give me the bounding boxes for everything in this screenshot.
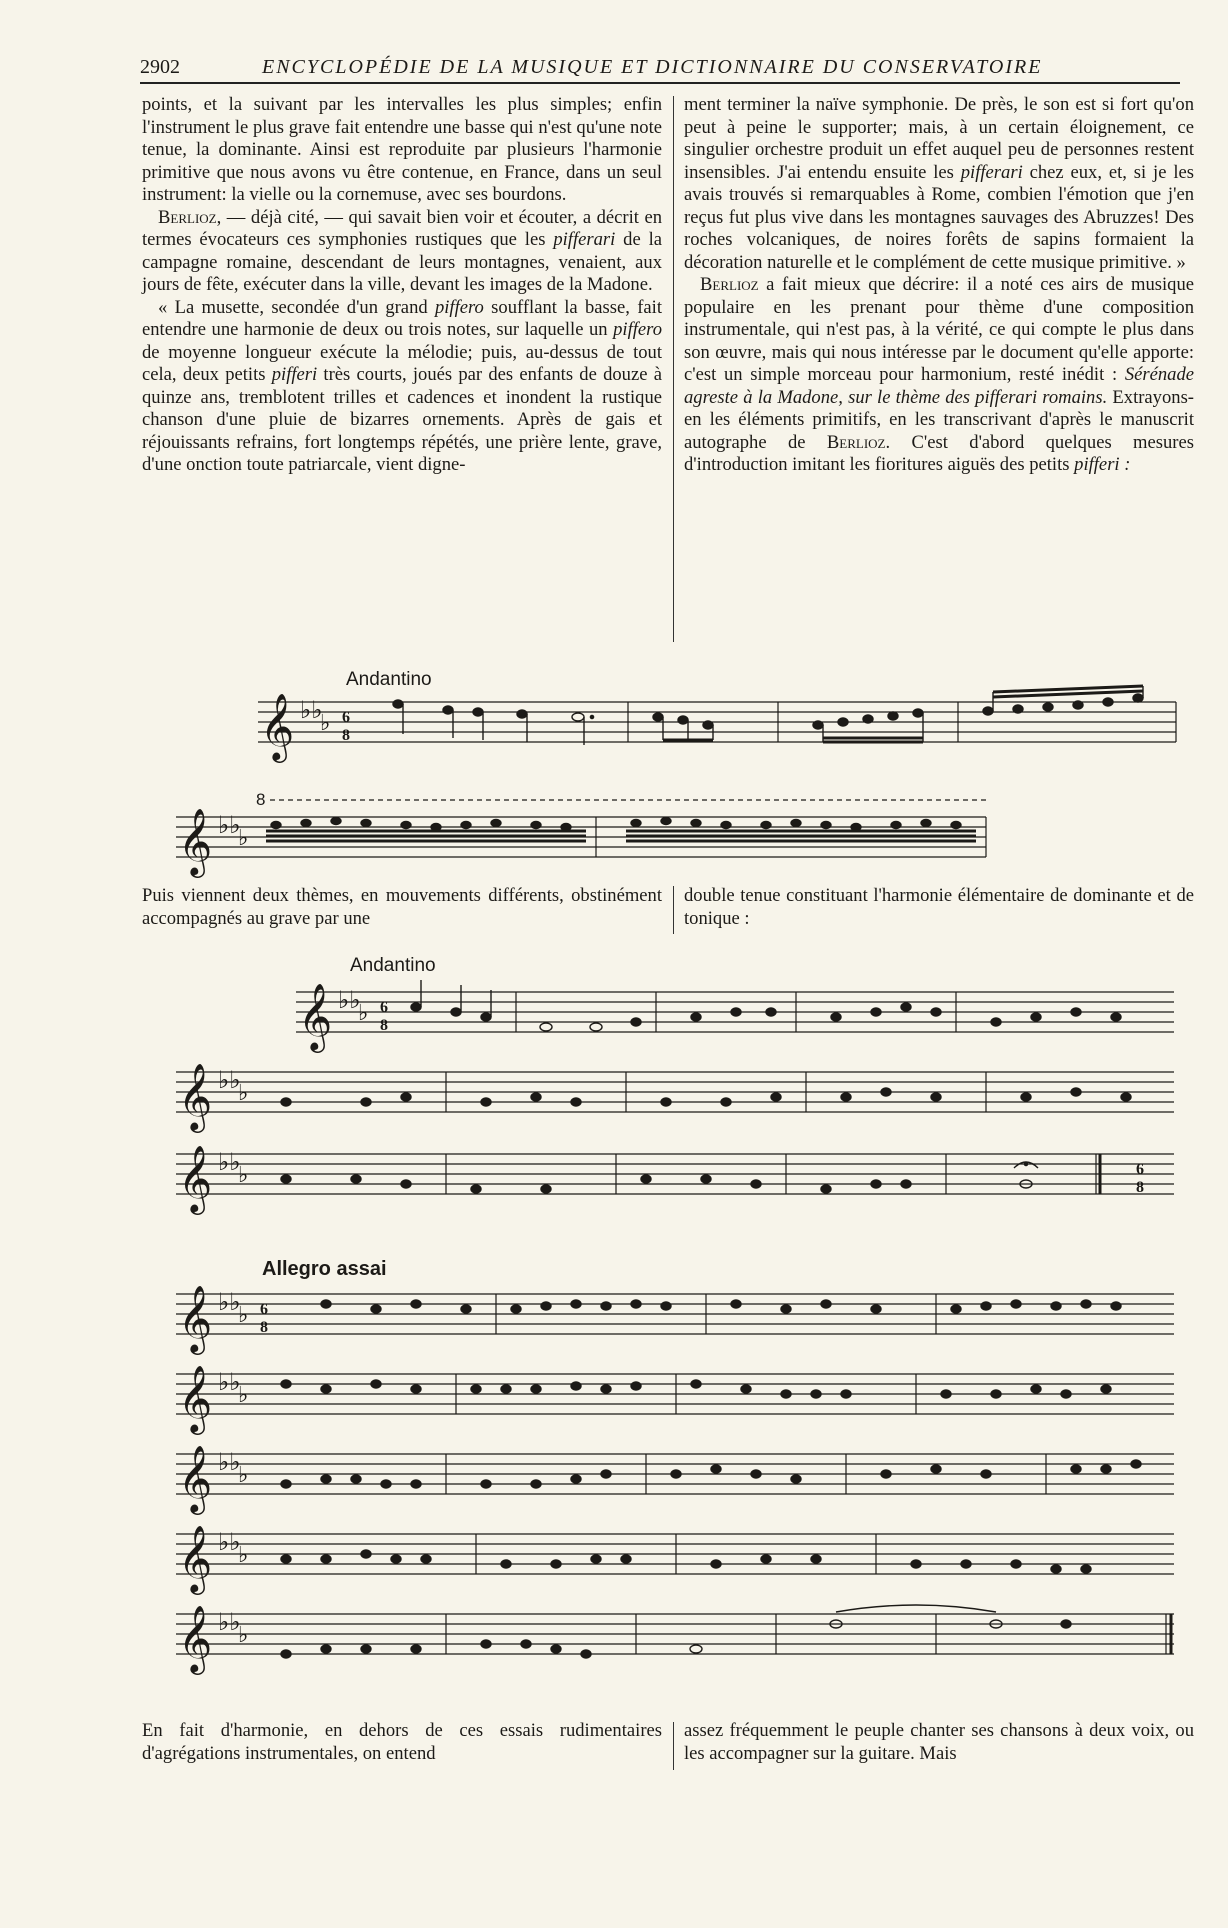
svg-text:♭: ♭ bbox=[238, 1080, 249, 1105]
quote-paragraph: « La musette, secondée d'un grand piffero soufflant la basse, fait entendre une harmonie de deux ou trois notes, sur laquelle un piffero de moyenne longueur exécute la mélodie; puis, au-dessus de tout cela, deux petits pifferi très courts, joués par des enfants de douze à quinze ans, tremblotent trilles et cadences et inondent la rustique chanson d'une pluie de bizarres ornements. Après de gais et réjouissants refrains, fort longtemps répétés, une prière lente, grave, d'une onction toute patriarcale, vient digne- bbox=[142, 296, 662, 475]
svg-text:♭: ♭ bbox=[320, 710, 331, 735]
svg-text:♭: ♭ bbox=[238, 1462, 249, 1487]
paragraph: points, et la suivant par les intervalles les plus simples; enfin l'instrument le plus grave fait entendre une basse qui n'est qu'une note tenue, la dominante. Ainsi est reproduite par plusieurs l'harmonie primitive que nous avons vu être contenue, en France, dans un seul instrument: la vielle ou la cornemuse, avec ses bourdons. bbox=[142, 94, 662, 205]
svg-text:♭♭: ♭♭ bbox=[218, 1370, 241, 1396]
svg-text:6: 6 bbox=[342, 709, 350, 726]
music-staff-theme-1 bbox=[296, 980, 1176, 1050]
tempo-marking: Allegro assai bbox=[262, 1258, 387, 1280]
svg-text:6: 6 bbox=[1136, 1161, 1144, 1178]
mid-text-left: Puis viennent deux thèmes, en mouvements différents, obstinément accompagnés au grave par une bbox=[142, 885, 662, 929]
svg-text:♭♭: ♭♭ bbox=[218, 1610, 241, 1636]
music-staff-allegro-3 bbox=[176, 1442, 1176, 1512]
page-number: 2902 bbox=[140, 56, 180, 78]
svg-text:𝄞: 𝄞 bbox=[178, 807, 213, 875]
music-staff-theme-3 bbox=[176, 1142, 1176, 1212]
svg-text:♭♭: ♭♭ bbox=[338, 988, 361, 1014]
svg-text:♭: ♭ bbox=[238, 1162, 249, 1187]
svg-text:♭♭: ♭♭ bbox=[300, 698, 323, 724]
svg-text:𝄞: 𝄞 bbox=[178, 1284, 213, 1352]
svg-text:𝄞: 𝄞 bbox=[178, 1604, 213, 1672]
music-staff-intro-2 bbox=[176, 805, 996, 875]
svg-text:8: 8 bbox=[260, 1319, 268, 1336]
music-staff-allegro-4 bbox=[176, 1522, 1176, 1592]
svg-text:𝄞: 𝄞 bbox=[178, 1144, 213, 1212]
bottom-text-left: En fait d'harmonie, en dehors de ces essais rudimentaires d'agrégations instrumentales, on entend bbox=[142, 1720, 662, 1764]
svg-text:6: 6 bbox=[260, 1301, 268, 1318]
running-title: ENCYCLOPÉDIE DE LA MUSIQUE ET DICTIONNAIRE DU CONSERVATOIRE bbox=[262, 56, 1043, 78]
mid-text-right: double tenue constituant l'harmonie élémentaire de dominante et de tonique : bbox=[684, 885, 1194, 929]
left-column bbox=[142, 94, 662, 477]
svg-text:8: 8 bbox=[380, 1017, 388, 1034]
svg-text:♭♭: ♭♭ bbox=[218, 1450, 241, 1476]
svg-text:♭♭: ♭♭ bbox=[218, 813, 241, 839]
svg-text:♭♭: ♭♭ bbox=[218, 1068, 241, 1094]
music-staff-intro-1 bbox=[258, 690, 1186, 760]
svg-text:♭: ♭ bbox=[358, 1000, 369, 1025]
svg-text:♭: ♭ bbox=[238, 1382, 249, 1407]
svg-text:♭: ♭ bbox=[238, 1542, 249, 1567]
svg-text:♭: ♭ bbox=[238, 1622, 249, 1647]
tempo-marking: Andantino bbox=[350, 955, 436, 976]
music-staff-theme-2 bbox=[176, 1060, 1176, 1130]
svg-text:♭♭: ♭♭ bbox=[218, 1290, 241, 1316]
svg-text:𝄞: 𝄞 bbox=[260, 692, 295, 760]
music-staff-allegro-5 bbox=[176, 1602, 1176, 1672]
svg-text:♭♭: ♭♭ bbox=[218, 1150, 241, 1176]
ottava-marking: 8 bbox=[256, 790, 266, 809]
svg-text:6: 6 bbox=[380, 999, 388, 1016]
svg-text:♭: ♭ bbox=[238, 825, 249, 850]
svg-text:♭: ♭ bbox=[238, 1302, 249, 1327]
paragraph: Berlioz a fait mieux que décrire: il a noté ces airs de musique populaire en les prenant pour thème d'une composition instrumentale, qui n'est pas, à la vérité, ce qui compte le plus dans son œuvre, mais qui nous intéresse par le document qu'elle apporte: c'est un simple morceau pour harmonium, resté inédit : Sérénade agreste à la Madone, sur le thème des pifferari romains. Extrayons-en les éléments primitifs, en les transcrivant d'après le manuscrit autographe de Berlioz. C'est d'abord quelques mesures d'introduction imitant les fioritures aiguës des petits pifferi : bbox=[684, 274, 1194, 475]
column-divider bbox=[673, 1722, 674, 1770]
paragraph: ment terminer la naïve symphonie. De près, le son est si fort qu'on peut à peine le supporter; mais, à un certain éloignement, ce singulier orchestre produit un effet auquel peu de personnes restent insensibles. J'ai entendu ensuite les pifferari chez eux, et, si je les avais trouvés si remarquables à Rome, combien l'émotion que j'en reçus fut plus vive dans les montagnes sauvages des Abruzzes! Des roches volcaniques, de noires forêts de sapins formaient la décoration naturelle et le complément de cette musique primitive. » bbox=[684, 94, 1194, 273]
tempo-marking: Andantino bbox=[346, 669, 432, 690]
svg-text:8: 8 bbox=[1136, 1179, 1144, 1196]
right-column bbox=[684, 94, 1194, 477]
column-divider bbox=[673, 96, 674, 642]
svg-text:𝄞: 𝄞 bbox=[178, 1364, 213, 1432]
svg-text:𝄞: 𝄞 bbox=[178, 1524, 213, 1592]
ottava-line bbox=[270, 797, 990, 803]
svg-text:𝄞: 𝄞 bbox=[178, 1444, 213, 1512]
svg-text:𝄞: 𝄞 bbox=[178, 1062, 213, 1130]
paragraph: Berlioz, — déjà cité, — qui savait bien voir et écouter, a décrit en termes évocateurs ces symphonies rustiques que les pifferari de la campagne romaine, descendant de leurs montagnes, venaient, aux jours de fête, exécuter dans la ville, devant les images de la Madone. bbox=[142, 206, 662, 295]
svg-text:♭♭: ♭♭ bbox=[218, 1530, 241, 1556]
svg-text:𝄞: 𝄞 bbox=[298, 982, 333, 1050]
music-staff-allegro-2 bbox=[176, 1362, 1176, 1432]
svg-text:8: 8 bbox=[342, 727, 350, 744]
music-staff-allegro-1 bbox=[176, 1282, 1176, 1352]
page-header bbox=[140, 54, 1180, 84]
column-divider bbox=[673, 886, 674, 934]
bottom-text-right: assez fréquemment le peuple chanter ses chansons à deux voix, ou les accompagner sur la guitare. Mais bbox=[684, 1720, 1194, 1764]
